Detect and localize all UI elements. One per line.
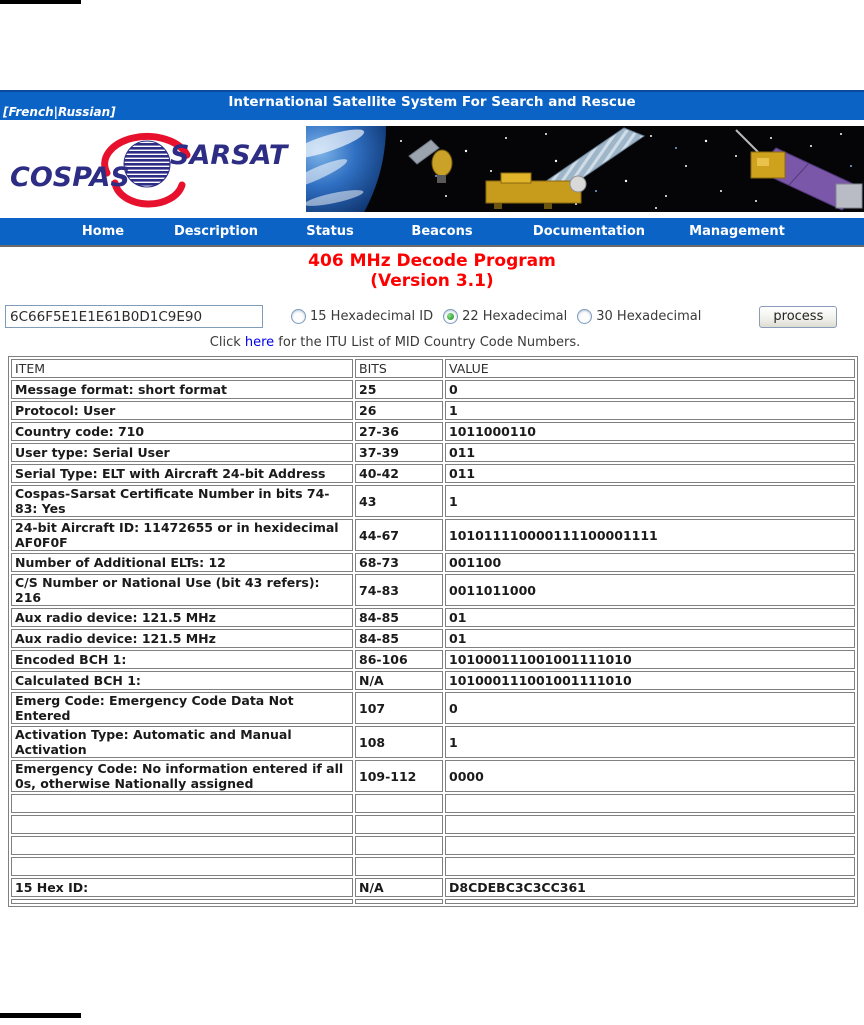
table-row-empty — [11, 836, 855, 855]
table-row — [11, 380, 855, 399]
cell-bits: N/A — [355, 878, 443, 897]
header-cell-value: VALUE — [445, 359, 855, 378]
table-row — [11, 629, 855, 648]
cell-bits: 84-85 — [355, 629, 443, 648]
itu-link-suffix: for the ITU List of MID Country Code Numbers. — [274, 335, 581, 350]
cell-item: Emergency Code: No information entered if all 0s, otherwise Nationally assigned — [11, 760, 353, 792]
cell-bits — [355, 794, 443, 813]
cell-item: Protocol: User — [11, 401, 353, 420]
cell-value: 01 — [445, 608, 855, 627]
table-header-row — [11, 359, 855, 378]
decode-table-body — [11, 380, 855, 904]
cell-bits: 68-73 — [355, 553, 443, 572]
cell-bits: 25 — [355, 380, 443, 399]
site-title: International Satellite System For Search and Rescue — [228, 94, 636, 110]
cell-item: Aux radio device: 121.5 MHz — [11, 629, 353, 648]
cell-value: 0000 — [445, 760, 855, 792]
table-row — [11, 650, 855, 669]
radio-unselected-icon[interactable] — [291, 309, 306, 324]
cell-value: 0011011000 — [445, 574, 855, 606]
cell-bits: 86-106 — [355, 650, 443, 669]
cell-bits: 27-36 — [355, 422, 443, 441]
cell-item — [11, 794, 353, 813]
cell-item: 15 Hex ID: — [11, 878, 353, 897]
radio-label: 15 Hexadecimal ID — [310, 309, 434, 324]
cell-value: D8CDEBC3C3CC361 — [445, 878, 855, 897]
radio-option-30-hex[interactable] — [577, 309, 701, 324]
cell-value — [445, 815, 855, 834]
cell-bits — [355, 899, 443, 904]
cell-item: Emerg Code: Emergency Code Data Not Entered — [11, 692, 353, 724]
table-row — [11, 485, 855, 517]
cell-bits: 40-42 — [355, 464, 443, 483]
cell-item: Number of Additional ELTs: 12 — [11, 553, 353, 572]
table-row — [11, 878, 855, 897]
main-nav — [0, 218, 864, 247]
table-row-empty — [11, 794, 855, 813]
table-row — [11, 464, 855, 483]
decode-form — [5, 305, 859, 328]
cell-value: 1 — [445, 401, 855, 420]
table-row-empty — [11, 815, 855, 834]
table-row — [11, 519, 855, 551]
bottom-left-fragment-bar — [0, 1013, 81, 1018]
top-left-fragment-bar — [0, 0, 81, 4]
cell-item: Activation Type: Automatic and Manual Activation — [11, 726, 353, 758]
table-row — [11, 671, 855, 690]
cell-bits: 107 — [355, 692, 443, 724]
nav-beacons[interactable]: Beacons — [411, 224, 473, 239]
cell-item — [11, 815, 353, 834]
cell-item — [11, 836, 353, 855]
cell-bits — [355, 815, 443, 834]
nav-status[interactable]: Status — [306, 224, 354, 239]
radio-label: 22 Hexadecimal — [462, 309, 568, 324]
language-links[interactable]: [French|Russian] — [3, 105, 116, 119]
radio-label: 30 Hexadecimal — [596, 309, 702, 324]
itu-link-prefix: Click — [209, 335, 245, 350]
radio-selected-icon[interactable] — [443, 309, 458, 324]
table-row — [11, 692, 855, 724]
cell-bits: 37-39 — [355, 443, 443, 462]
table-row-empty — [11, 899, 855, 904]
table-row — [11, 422, 855, 441]
cell-value: 011 — [445, 464, 855, 483]
cell-item: Cospas-Sarsat Certificate Number in bits 74-83: Yes — [11, 485, 353, 517]
cell-item — [11, 857, 353, 876]
cell-item: Encoded BCH 1: — [11, 650, 353, 669]
table-row — [11, 574, 855, 606]
header-cell-bits: BITS — [355, 359, 443, 378]
cell-item: 24-bit Aircraft ID: 11472655 or in hexidecimal AF0F0F — [11, 519, 353, 551]
radio-option-15-hex[interactable] — [291, 309, 433, 324]
cell-bits: 109-112 — [355, 760, 443, 792]
logo-text-cospas: COSPAS — [10, 162, 130, 193]
table-row — [11, 443, 855, 462]
cell-value: 101000111001001111010 — [445, 671, 855, 690]
hex-id-input[interactable] — [5, 305, 263, 328]
cell-item: Calculated BCH 1: — [11, 671, 353, 690]
cell-value: 1011000110 — [445, 422, 855, 441]
process-button[interactable]: process — [759, 306, 837, 328]
header-bar — [0, 90, 864, 120]
radio-group — [291, 309, 711, 324]
cell-bits: 108 — [355, 726, 443, 758]
decode-table — [8, 356, 858, 907]
cell-bits — [355, 857, 443, 876]
cell-value: 01 — [445, 629, 855, 648]
cell-value — [445, 836, 855, 855]
cell-value — [445, 857, 855, 876]
table-row — [11, 726, 855, 758]
cell-bits: 44-67 — [355, 519, 443, 551]
table-row — [11, 401, 855, 420]
cell-value — [445, 794, 855, 813]
page-title-line2: (Version 3.1) — [370, 271, 494, 291]
page-title-line1: 406 MHz Decode Program — [308, 251, 556, 271]
cell-bits: 74-83 — [355, 574, 443, 606]
logo-globe-icon — [124, 141, 170, 187]
cell-item — [11, 899, 353, 904]
cell-item: Aux radio device: 121.5 MHz — [11, 608, 353, 627]
cell-item: User type: Serial User — [11, 443, 353, 462]
cell-value: 101011110000111100001111 — [445, 519, 855, 551]
table-row-empty — [11, 857, 855, 876]
cospas-sarsat-logo — [2, 123, 302, 215]
logo-text-sarsat: SARSAT — [170, 140, 288, 171]
nav-management[interactable]: Management — [689, 224, 785, 239]
cell-value: 011 — [445, 443, 855, 462]
nav-documentation[interactable]: Documentation — [532, 224, 646, 239]
cell-item: Message format: short format — [11, 380, 353, 399]
cell-value — [445, 899, 855, 904]
cell-value: 001100 — [445, 553, 855, 572]
itu-here-link[interactable]: here — [244, 335, 275, 350]
itu-link-line — [0, 335, 790, 350]
cell-value: 1 — [445, 726, 855, 758]
cell-bits: N/A — [355, 671, 443, 690]
table-row — [11, 553, 855, 572]
cell-item: Country code: 710 — [11, 422, 353, 441]
cell-bits: 84-85 — [355, 608, 443, 627]
nav-home[interactable]: Home — [81, 224, 125, 239]
cell-bits: 26 — [355, 401, 443, 420]
radio-option-22-hex[interactable] — [443, 309, 567, 324]
cell-value: 1 — [445, 485, 855, 517]
table-row — [11, 760, 855, 792]
radio-unselected-icon[interactable] — [577, 309, 592, 324]
cell-item: C/S Number or National Use (bit 43 refers): 216 — [11, 574, 353, 606]
cell-bits — [355, 836, 443, 855]
cell-value: 0 — [445, 692, 855, 724]
cell-value: 0 — [445, 380, 855, 399]
page-title — [7, 251, 857, 291]
cell-bits: 43 — [355, 485, 443, 517]
cell-value: 101000111001001111010 — [445, 650, 855, 669]
table-row — [11, 608, 855, 627]
satellite-banner-image — [306, 126, 864, 212]
cell-item: Serial Type: ELT with Aircraft 24-bit Address — [11, 464, 353, 483]
header-cell-item: ITEM — [11, 359, 353, 378]
nav-description[interactable]: Description — [173, 224, 259, 239]
